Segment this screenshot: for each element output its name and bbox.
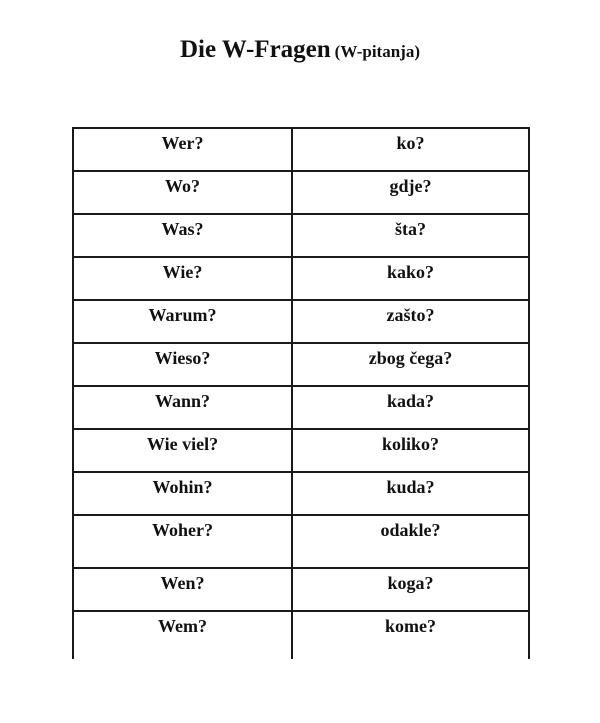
- bosnian-translation: zašto?: [292, 300, 529, 343]
- title-subtitle: (W-pitanja): [334, 42, 420, 61]
- table-row: [73, 611, 529, 659]
- table-row: [73, 343, 529, 386]
- bosnian-translation: kako?: [292, 257, 529, 300]
- german-question: Wo?: [73, 171, 292, 214]
- table-row: [73, 429, 529, 472]
- german-question: Warum?: [73, 300, 292, 343]
- german-question: Wen?: [73, 568, 292, 611]
- bosnian-translation: gdje?: [292, 171, 529, 214]
- w-questions-table: [72, 127, 530, 659]
- bosnian-translation: kada?: [292, 386, 529, 429]
- german-question: Wer?: [73, 128, 292, 171]
- german-question: Was?: [73, 214, 292, 257]
- bosnian-translation: ko?: [292, 128, 529, 171]
- german-question: Woher?: [73, 515, 292, 568]
- table-row: [73, 472, 529, 515]
- bosnian-translation: odakle?: [292, 515, 529, 568]
- table-row: [73, 300, 529, 343]
- bosnian-translation: kome?: [292, 611, 529, 659]
- table-row: [73, 568, 529, 611]
- bosnian-translation: kuda?: [292, 472, 529, 515]
- bosnian-translation: zbog čega?: [292, 343, 529, 386]
- german-question: Wohin?: [73, 472, 292, 515]
- german-question: Wieso?: [73, 343, 292, 386]
- bosnian-translation: šta?: [292, 214, 529, 257]
- bosnian-translation: koga?: [292, 568, 529, 611]
- table-row: [73, 214, 529, 257]
- german-question: Wie viel?: [73, 429, 292, 472]
- bosnian-translation: koliko?: [292, 429, 529, 472]
- table-row: [73, 257, 529, 300]
- german-question: Wem?: [73, 611, 292, 659]
- german-question: Wie?: [73, 257, 292, 300]
- page-title: [0, 36, 600, 64]
- table-row: [73, 386, 529, 429]
- table-row: [73, 171, 529, 214]
- title-main: Die W-Fragen: [180, 36, 331, 63]
- table-row: [73, 128, 529, 171]
- german-question: Wann?: [73, 386, 292, 429]
- table-row: [73, 515, 529, 568]
